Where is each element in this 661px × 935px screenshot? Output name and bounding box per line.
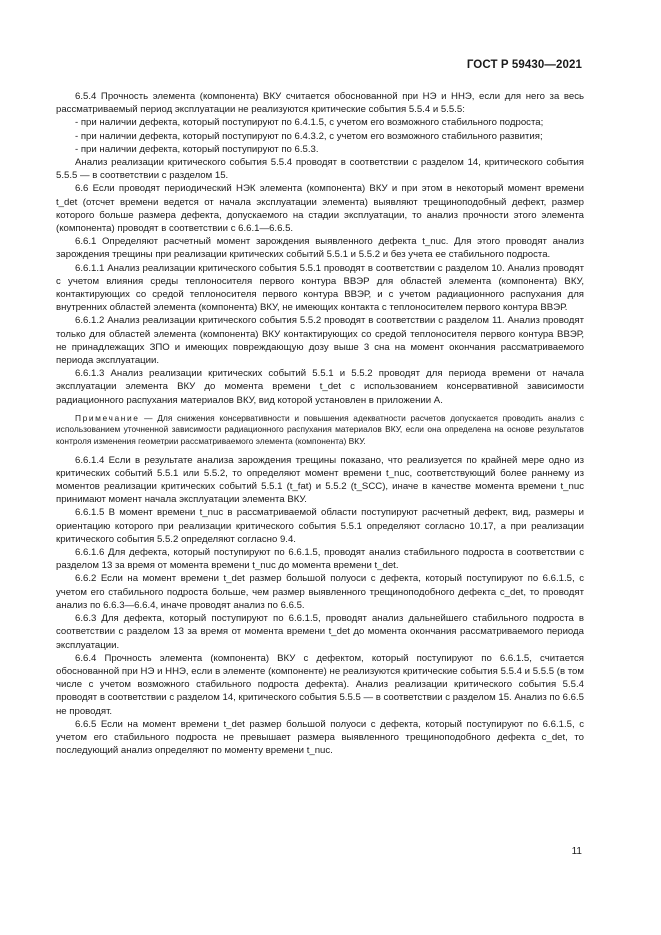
list-item: - при наличии дефекта, который поступируют по 6.4.3.2, с учетом его возможного стабильного развития; bbox=[75, 130, 543, 142]
list-item: - при наличии дефекта, который поступируют по 6.5.3. bbox=[75, 143, 319, 155]
paragraph: 6.6.3 Для дефекта, который поступируют по 6.6.1.5, проводят анализ дальнейшего стабильного подроста в соответствии с разделом 13 за время от момента времени t_det до момента окончания рассматриваемого периода эксплуатации. bbox=[56, 613, 584, 651]
note-text: — Для снижения консервативности и повышения адекватности расчетов допускается проводить анализ с использованием уточненной зависимости радиационного распухания материалов ВКУ, если она определена на основе результатов контроля изменения геометрии рассматриваемого элемента (компонента) ВКУ. bbox=[56, 412, 584, 447]
document-body bbox=[56, 90, 584, 757]
note-label: Примечание bbox=[75, 412, 140, 423]
paragraph: 6.6.2 Если на момент времени t_det размер большой полуоси c дефекта, который поступируют по 6.6.1.5, с учетом его стабильного подроста больше, чем размер выявленного трещиноподобного дефекта c_det, то проводят анализ по 6.6.3—6.6.4, иначе проводят анализ по 6.6.5. bbox=[56, 573, 584, 611]
paragraph: 6.6.4 Прочность элемента (компонента) ВКУ с дефектом, который поступируют по 6.6.1.5, считается обоснованной при НЭ и ННЭ, если в элементе (компоненте) не реализуются критические события 5.5.4 и 5.5.5 (в том числе с учетом возможного стабильного подроста дефекта). Анализ реализации критического события 5.5.4 проводят в соответствии с разделом 14, критического события 5.5.5 — в соответствии с разделом 15. Анализ по 6.6.5 не проводят. bbox=[56, 652, 584, 717]
paragraph: Анализ реализации критического события 5.5.4 проводят в соответствии с разделом 14, критического события 5.5.5 — в соответствии с разделом 15. bbox=[56, 157, 584, 182]
paragraph: 6.6.1 Определяют расчетный момент зарождения выявленного дефекта t_nuc. Для этого проводят анализ зарождения трещины при реализации критических событий 5.5.1 и 5.5.2 и без учета ее стабильного подроста. bbox=[56, 236, 584, 261]
paragraph: 6.6.1.1 Анализ реализации критического события 5.5.1 проводят в соответствии с разделом 10. Анализ проводят с учетом влияния среды теплоносителя первого контура ВВЭР для областей элемента (компонента) ВКУ, контактирующих со средой теплоносителя первого контура ВВЭР, и с учетом радиационного распухания для внутренних областей элемента (компонента) ВКУ, не имеющих контакта с теплоносителем первого контура ВВЭР. bbox=[56, 262, 584, 314]
paragraph: 6.5.4 Прочность элемента (компонента) ВКУ считается обоснованной при НЭ и ННЭ, если для него за весь рассматриваемый период эксплуатации не реализуются критические события 5.5.4 и 5.5.5: bbox=[56, 91, 584, 116]
paragraph: 6.6.1.4 Если в результате анализа зарождения трещины показано, что реализуется по крайней мере одно из критических событий 5.5.1 или 5.5.2, то определяют момент времени t_nuc, соответствующий более раннему из моментов реализации критических событий 5.5.1 (t_fat) и 5.5.2 (t_SCC), иначе в качестве момента времени t_nuc принимают момент начала эксплуатации элемента ВКУ. bbox=[56, 454, 584, 506]
paragraph: 6.6.5 Если на момент времени t_det размер большой полуоси c дефекта, который поступируют по 6.6.1.5, с учетом его стабильного подроста не превышает размера выявленного трещиноподобного дефекта c_det, то последующий анализ определяют по моменту времени t_nuc. bbox=[56, 718, 584, 757]
list-item: - при наличии дефекта, который поступируют по 6.4.1.5, с учетом его возможного стабильного подроста; bbox=[75, 117, 544, 129]
page-number: 11 bbox=[571, 846, 582, 857]
paragraph: 6.6.1.3 Анализ реализации критических событий 5.5.1 и 5.5.2 проводят для периода времени от начала эксплуатации элемента ВКУ до момента времени t_det с использованием консервативной зависимости радиационного распухания материалов ВКУ, вид которой установлен в приложении А. bbox=[56, 368, 584, 406]
paragraph: 6.6 Если проводят периодический НЭК элемента (компонента) ВКУ и при этом в некоторый момент времени t_det (отсчет времени ведется от начала эксплуатации элемента) выявляют трещиноподобный дефект, размер которого больше размера дефекта, допускаемого на стадии эксплуатации, то анализ прочности этого элемента (компонента) проводят в соответствии с 6.6.1—6.6.5. bbox=[56, 183, 584, 235]
note bbox=[56, 413, 584, 448]
paragraph: 6.6.1.2 Анализ реализации критического события 5.5.2 проводят в соответствии с разделом 11. Анализ проводят только для областей элемента (компонента) ВКУ контактирующих со средой теплоносителя первого контура ВВЭР, не принадлежащих ЗПО и имеющих повреждающую дозу выше 3 сна на момент окончания рассматриваемого периода эксплуатации. bbox=[56, 315, 584, 367]
paragraph: 6.6.1.6 Для дефекта, который поступируют по 6.6.1.5, проводят анализ стабильного подроста в соответствии с разделом 13 за время от момента времени t_nuc до момента времени t_det. bbox=[56, 547, 584, 572]
paragraph: 6.6.1.5 В момент времени t_nuc в рассматриваемой области поступируют расчетный дефект, вид, размеры и ориентацию которого при реализации критического события 5.5.1 определяют согласно 10.17, а при реализации критического события 5.5.2 определяют согласно 9.4. bbox=[56, 507, 584, 545]
document-header: ГОСТ Р 59430—2021 bbox=[466, 59, 582, 71]
